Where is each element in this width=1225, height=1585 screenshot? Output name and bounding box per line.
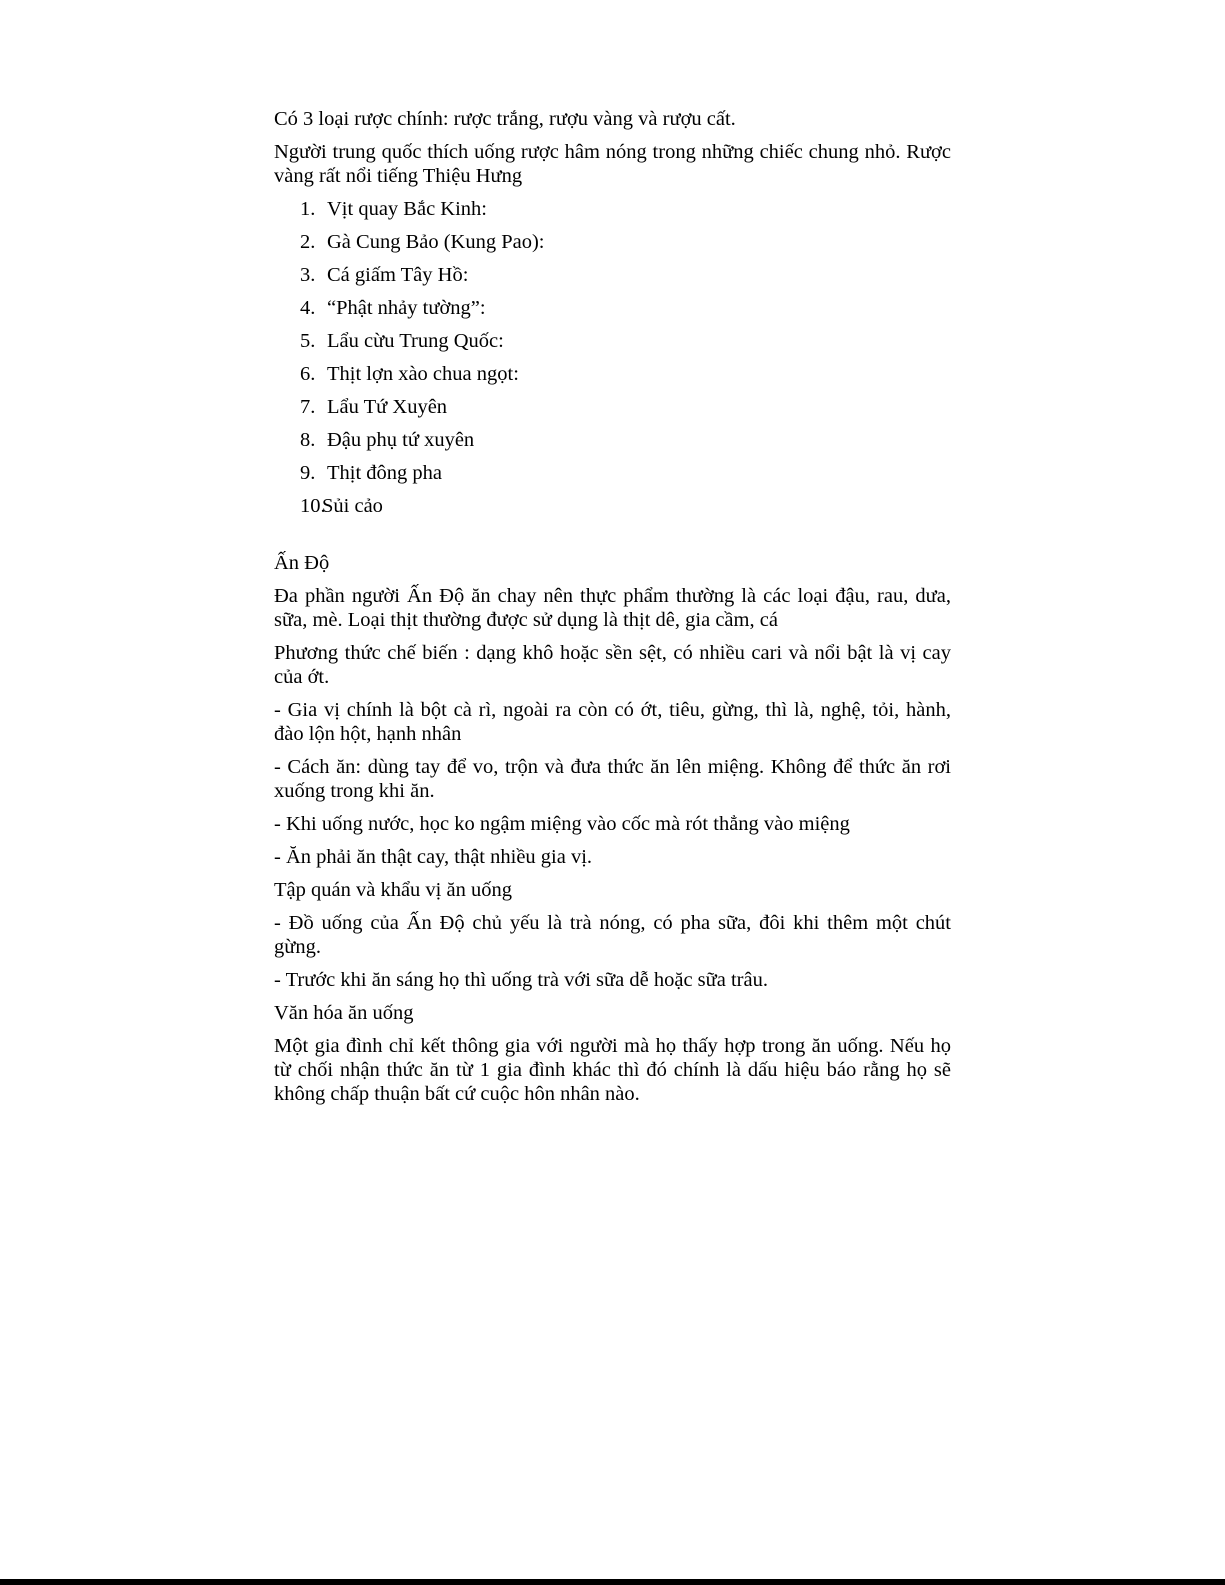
list-item-text: Lẩu Tứ Xuyên [327, 396, 448, 418]
list-item-number: 8. [300, 429, 316, 451]
habits-heading: Tập quán và khẩu vị ăn uống [274, 879, 512, 901]
chinese-dish-list [274, 197, 951, 518]
list-item-number: 7. [300, 396, 316, 418]
list-item [274, 494, 951, 518]
india-diet-paragraph: Đa phần người Ấn Độ ăn chay nên thực phẩm thường là các loại đậu, rau, dưa, sữa, mè. Loại thịt thường được sử dụng là thịt dê, gia cầm, cá [274, 585, 951, 631]
list-item-text: Đậu phụ tứ xuyên [327, 429, 475, 451]
india-drinks-paragraph: - Đồ uống của Ấn Độ chủ yếu là trà nóng, có pha sữa, đôi khi thêm một chút gừng. [274, 912, 951, 958]
section-spacer [274, 527, 951, 551]
list-item [274, 329, 951, 353]
culture-heading: Văn hóa ăn uống [274, 1002, 414, 1024]
list-item-text: Thịt đông pha [327, 462, 443, 484]
india-culture-paragraph: Một gia đình chỉ kết thông gia với người mà họ thấy hợp trong ăn uống. Nếu họ từ chối nhận thức ăn từ 1 gia đình khác thì đó chính là dấu hiệu báo rằng họ sẽ không chấp thuận bất cứ cuộc hôn nhân nào. [274, 1035, 951, 1105]
list-item-text: Sủi cảo [322, 495, 383, 517]
list-item-number: 2. [300, 231, 316, 253]
india-breakfast-paragraph: - Trước khi ăn sáng họ thì uống trà với sữa dễ hoặc sữa trâu. [274, 969, 768, 991]
list-item-number: 6. [300, 363, 316, 385]
list-item [274, 461, 951, 485]
india-drinking-paragraph: - Khi uống nước, học ko ngậm miệng vào cốc mà rót thẳng vào miệng [274, 813, 850, 835]
list-item [274, 296, 951, 320]
list-item [274, 428, 951, 452]
india-spices-paragraph: - Gia vị chính là bột cà rì, ngoài ra còn có ớt, tiêu, gừng, thì là, nghệ, tỏi, hành, đào lộn hột, hạnh nhân [274, 699, 951, 745]
wine-types-paragraph: Có 3 loại rược chính: rược trắng, rượu vàng và rượu cất. [274, 108, 736, 130]
list-item-text: Vịt quay Bắc Kinh: [327, 198, 487, 220]
list-item-number: 1. [300, 198, 316, 220]
list-item [274, 395, 951, 419]
india-heading: Ấn Độ [274, 552, 330, 574]
wine-habit-paragraph: Người trung quốc thích uống rược hâm nóng trong những chiếc chung nhỏ. Rược vàng rất nổi tiếng Thiệu Hưng [274, 141, 951, 187]
india-spicy-paragraph: - Ăn phải ăn thật cay, thật nhiều gia vị. [274, 846, 593, 868]
list-item [274, 197, 951, 221]
list-item-number: 4. [300, 297, 316, 319]
list-item [274, 230, 951, 254]
list-item [274, 263, 951, 287]
india-cooking-paragraph: Phương thức chế biến : dạng khô hoặc sền sệt, có nhiều cari và nổi bật là vị cay của ớt. [274, 642, 951, 688]
list-item-number: 10. [300, 495, 326, 517]
document-page [274, 107, 951, 1115]
india-eating-paragraph: - Cách ăn: dùng tay để vo, trộn và đưa thức ăn lên miệng. Không để thức ăn rơi xuống trong khi ăn. [274, 756, 951, 802]
list-item-text: Thịt lợn xào chua ngọt: [327, 363, 519, 385]
list-item-text: Cá giấm Tây Hồ: [327, 264, 469, 286]
list-item-number: 3. [300, 264, 316, 286]
page-bottom-border [0, 1579, 1225, 1585]
list-item-text: “Phật nhảy tường”: [327, 297, 486, 319]
list-item-text: Gà Cung Bảo (Kung Pao): [327, 231, 545, 253]
list-item-number: 5. [300, 330, 316, 352]
list-item-text: Lẩu cừu Trung Quốc: [327, 330, 504, 352]
list-item-number: 9. [300, 462, 316, 484]
list-item [274, 362, 951, 386]
